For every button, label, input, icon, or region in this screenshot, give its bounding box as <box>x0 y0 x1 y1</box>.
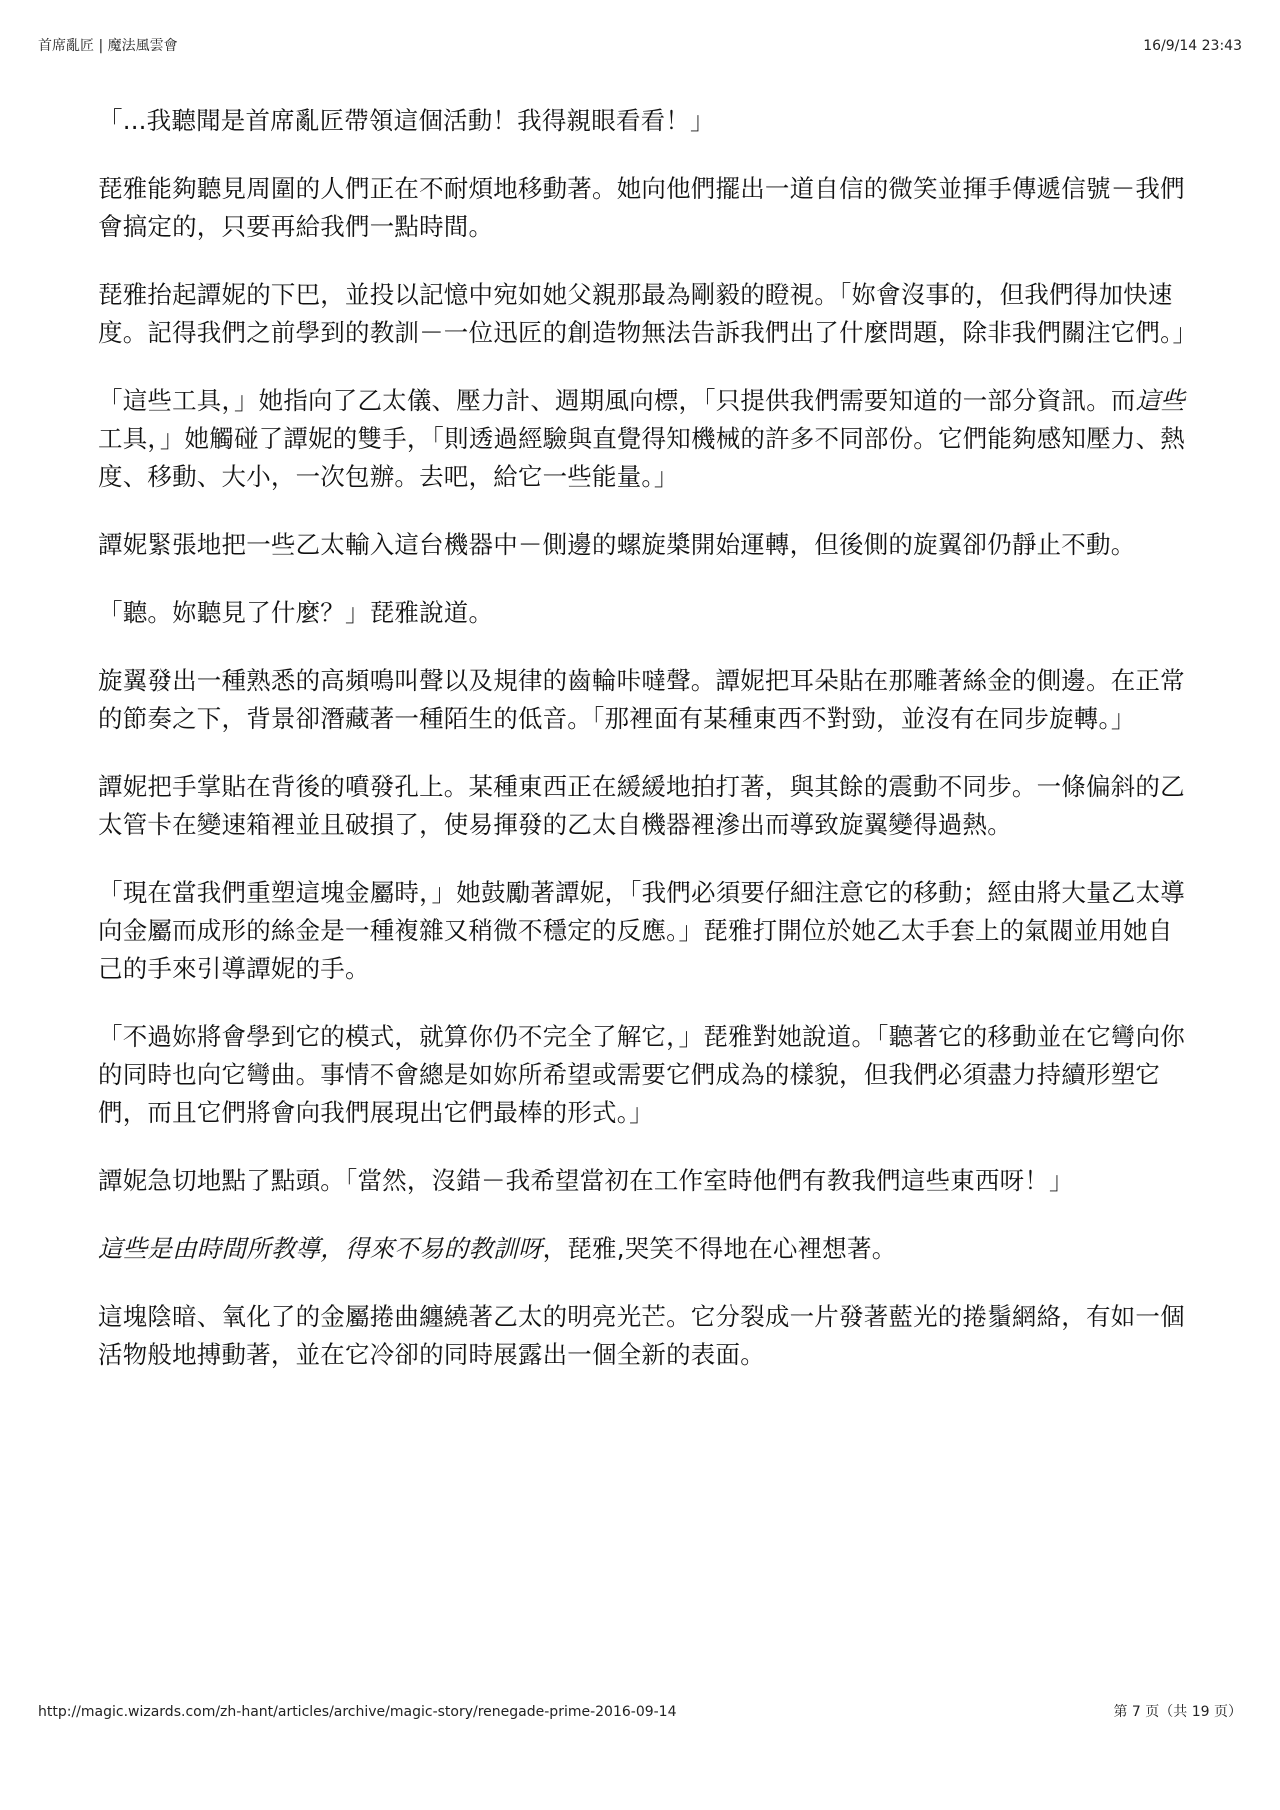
paragraph-4-part-2: 工具，」她觸碰了譚妮的雙手，「則透過經驗與直覺得知機械的許多不同部份。它們能夠感知壓力、熱度、移動、大小，一次包辦。去吧，給它一些能量。」 <box>98 424 1185 491</box>
print-header <box>38 36 1242 56</box>
page-number: 第 7 页（共 19 页） <box>1113 1704 1242 1720</box>
page-url: http://magic.wizards.com/zh-hant/articles/archive/magic-story/renegade-prime-2016-09-14 <box>38 1704 677 1720</box>
page-title: 首席亂匠 | 魔法風雲會 <box>38 38 178 54</box>
paragraph-3: 琵雅抬起譚妮的下巴，並投以記憶中宛如她父親那最為剛毅的瞪視。「妳會沒事的，但我們得加快速度。記得我們之前學到的教訓－一位迅匠的創造物無法告訴我們出了什麼問題，除非我們關注它們。」 <box>98 280 1198 347</box>
print-datetime: 16/9/14 23:43 <box>1143 38 1242 54</box>
paragraph-11: 譚妮急切地點了點頭。「當然，沒錯－我希望當初在工作室時他們有教我們這些東西呀！」 <box>98 1166 1074 1195</box>
paragraph-12-part-2: ，琵雅,哭笑不得地在心裡想著。 <box>542 1234 897 1263</box>
paragraph-4-emphasis: 這些 <box>1135 386 1186 415</box>
paragraph-1: 「...我聽聞是首席亂匠帶領這個活動！我得親眼看看！」 <box>98 106 715 135</box>
print-footer <box>38 1702 1242 1722</box>
paragraph-10: 「不過妳將會學到它的模式，就算你仍不完全了解它，」琵雅對她說道。「聽著它的移動並在它彎向你的同時也向它彎曲。事情不會總是如妳所希望或需要它們成為的樣貌，但我們必須盡力持續形塑它們，而且它們將會向我們展現出它們最棒的形式。」 <box>98 1022 1185 1127</box>
paragraph-12-emphasis: 這些是由時間所教導，得來不易的教訓呀 <box>98 1234 543 1263</box>
paragraph-8: 譚妮把手掌貼在背後的噴發孔上。某種東西正在緩緩地拍打著，與其餘的震動不同步。一條偏斜的乙太管卡在變速箱裡並且破損了，使易揮發的乙太自機器裡滲出而導致旋翼變得過熱。 <box>98 772 1185 839</box>
paragraph-12 <box>98 1230 1188 1268</box>
paragraph-7: 旋翼發出一種熟悉的高頻鳴叫聲以及規律的齒輪咔噠聲。譚妮把耳朵貼在那雕著絲金的側邊。在正常的節奏之下，背景卻潛藏著一種陌生的低音。「那裡面有某種東西不對勁，並沒有在同步旋轉。」 <box>98 666 1185 733</box>
paragraph-9: 「現在當我們重塑這塊金屬時，」她鼓勵著譚妮，「我們必須要仔細注意它的移動；經由將大量乙太導向金屬而成形的絲金是一種複雜又稍微不穩定的反應。」琵雅打開位於她乙太手套上的氣閥並用她自己的手來引導譚妮的手。 <box>98 878 1185 983</box>
paragraph-6: 「聽。妳聽見了什麼？」琵雅說道。 <box>98 598 494 627</box>
paragraph-13: 這塊陰暗、氧化了的金屬捲曲纏繞著乙太的明亮光芒。它分裂成一片發著藍光的捲鬚網絡，有如一個活物般地搏動著，並在它冷卻的同時展露出一個全新的表面。 <box>98 1302 1185 1369</box>
paragraph-4-part-1: 「這些工具，」她指向了乙太儀、壓力計、週期風向標，「只提供我們需要知道的一部分資訊。而 <box>98 386 1136 415</box>
paragraph-5: 譚妮緊張地把一些乙太輸入這台機器中－側邊的螺旋槳開始運轉，但後側的旋翼卻仍靜止不動。 <box>98 530 1136 559</box>
paragraph-4 <box>98 382 1188 496</box>
paragraph-2: 琵雅能夠聽見周圍的人們正在不耐煩地移動著。她向他們擺出一道自信的微笑並揮手傳遞信號－我們會搞定的，只要再給我們一點時間。 <box>98 174 1185 241</box>
article-body <box>98 102 1198 1404</box>
